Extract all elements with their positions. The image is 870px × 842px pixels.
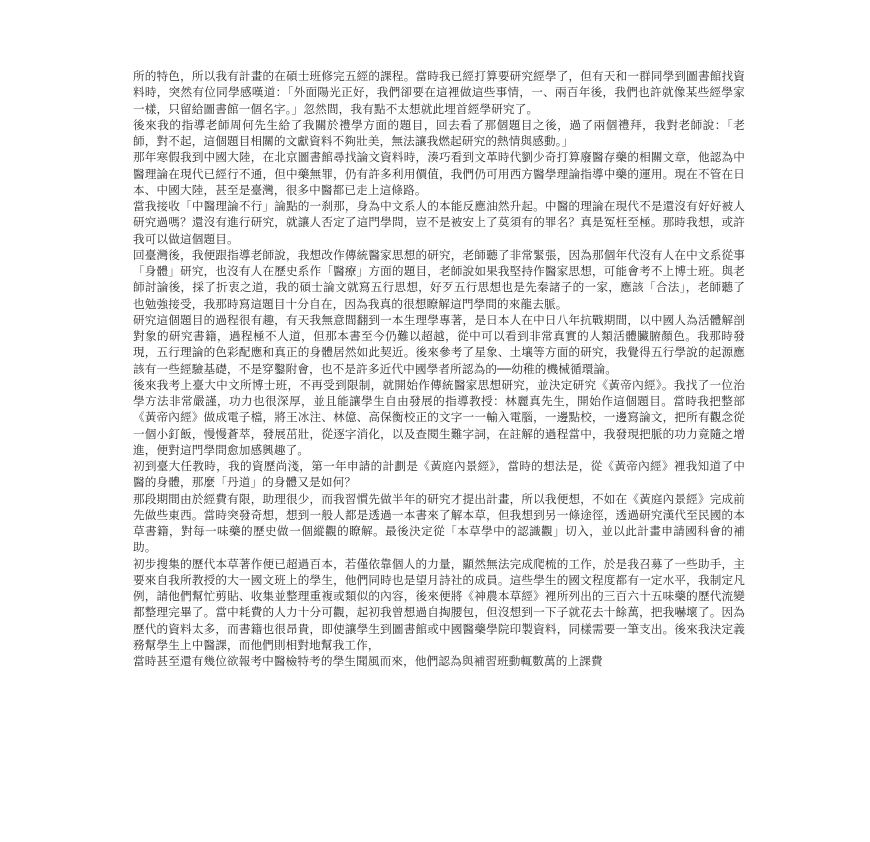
paragraph-4: 當我接收「中醫理論不行」論點的一刹那，身為中文系人的本能反應油然升起。中醫的理論在現代不是還沒有好好被人研究過嗎？還沒有進行研究，就讓人否定了這門學問，豈不是被安上了莫須有的罪名？真是冤枉至極。那時我想，或許我可以做這個題目。 (133, 199, 745, 246)
paragraph-11: 當時甚至還有幾位欲報考中醫檢特考的學生聞風而來，他們認為與補習班動輒數萬的上課費 (133, 654, 603, 668)
paragraph-2: 後來我的指導老師周何先生給了我關於禮學方面的題目，回去看了那個題目之後，過了兩個禮拜，我對老師說：「老師，對不起，這個題目相關的文獻資料不夠壯美，無法讓我燃起研究的熱情與感動。」 (133, 117, 745, 148)
paragraph-6: 研究這個題目的過程很有趣，有天我無意間翻到一本生理學專著，是日本人在中日八年抗戰期間，以中國人為活體解剖對象的研究書籍，過程極不人道，但那本書至今仍難以超越，從中可以看到非常真實的人類活體臟腑顏色。我那時發現，五行理論的色彩配應和真正的身體居然如此契近。後來參考了星象、土壤等方面的研究，我覺得五行學說的起源應該有一些經驗基礎，不是穿鑿附會，也不是許多近代中國學者所認為的──幼稚的機械循環論。 (133, 312, 745, 376)
body-text (133, 68, 745, 669)
paragraph-7: 後來我考上臺大中文所博士班，不再受到限制，就開始作傳統醫家思想研究，並決定研究《黃帝內經》。我找了一位治學方法非常嚴謹，功力也很深厚，並且能讓學生自由發展的指導教授：林麗真先生，開始作這個題目。當時我把整部《黃帝內經》做成電子檔，將王冰注、林億、高保衡校正的文字一一輸入電腦，一邊點校，一邊寫論文，把所有觀念從一個小釘飯，慢慢蒼萃，發展茁壯，從逐字消化，以及查閱生難字詞，在註解的過程當中，我發現把脈的功力竟隨之增進，便對這門學問愈加感興趣了。 (133, 377, 745, 457)
paragraph-10: 初步搜集的歷代本草著作便已超過百本，若僅依靠個人的力量，顯然無法完成爬梳的工作，於是我召募了一些助手，主要來自我所教授的大一國文班上的學生，他們同時也是望月詩社的成員。這些學生的國文程度都有一定水平，我制定凡例，請他們幫忙剪貼、收集並整理重複或類似的內容，後來便將《神農本草經》裡所列出的三百六十五味藥的歷代流變都整理完畢了。當中耗費的人力十分可觀，起初我曾想過自掏腰包，但沒想到一下子就花去十餘萬，把我嚇壞了。因為歷代的資料太多，而書籍也很昂貴，即使讓學生到圖書館或中國醫藥學院印製資料，同樣需要一筆支出。後來我決定義務幫學生上中醫課，而他們則相對地幫我工作， (133, 556, 745, 652)
paragraph-5: 回臺灣後，我便跟指導老師說，我想改作傳統醫家思想的研究，老師聽了非常緊張，因為那個年代沒有人在中文系從事「身體」研究，也沒有人在歷史系作「醫療」方面的題目，老師說如果我堅持作醫家思想，可能會考不上博士班。與老師討論後，採了折衷之道，我的碩士論文就寫五行思想，好歹五行思想也是先秦諸子的一家，應該「合法」，老師聽了也勉強接受，我那時寫這題目十分自在，因為我真的很想瞭解這門學問的來龍去脈。 (133, 247, 745, 311)
paragraph-1: 所的特色，所以我有計畫的在碩士班修完五經的課程。當時我已經打算要研究經學了，但有天和一群同學到圖書館找資料時，突然有位同學感嘆道：「外面陽光正好，我們卻要在這裡做這些事情，一、兩百年後，我們也許就像某些經學家一樣，只留給圖書館一個名字。」忽然間，我有點不太想就此埋首經學研究了。 (133, 69, 745, 116)
paragraph-9: 那段期間由於經費有限，助理很少，而我習慣先做半年的研究才提出計畫，所以我便想，不如在《黃庭內景經》完成前先做些東西。當時突發奇想，想到一般人都是透過一本書來了解本草，但我想到另一條途徑，透過研究漢代至民國的本草書籍，對每一味藥的歷史做一個縱觀的瞭解。最後決定從「本草學中的認識觀」切入，並以此計畫申請國科會的補助。 (133, 491, 745, 555)
paragraph-8: 初到臺大任教時，我的資歷尚淺，第一年申請的計劃是《黃庭內景經》，當時的想法是，從《黃帝內經》裡我知道了中醫的身體，那麼「丹道」的身體又是如何？ (133, 459, 745, 490)
paragraph-3: 那年寒假我到中國大陸，在北京圖書館尋找論文資料時，湊巧看到文革時代劉少奇打算廢醫存藥的相關文章，他認為中醫理論在現代已經行不通，但中藥無罪，仍有許多利用價值，我們仍可用西方醫學理論指導中藥的運用。現在不管在日本、中國大陸，甚至是臺灣，很多中醫都已走上這條路。 (133, 150, 745, 197)
